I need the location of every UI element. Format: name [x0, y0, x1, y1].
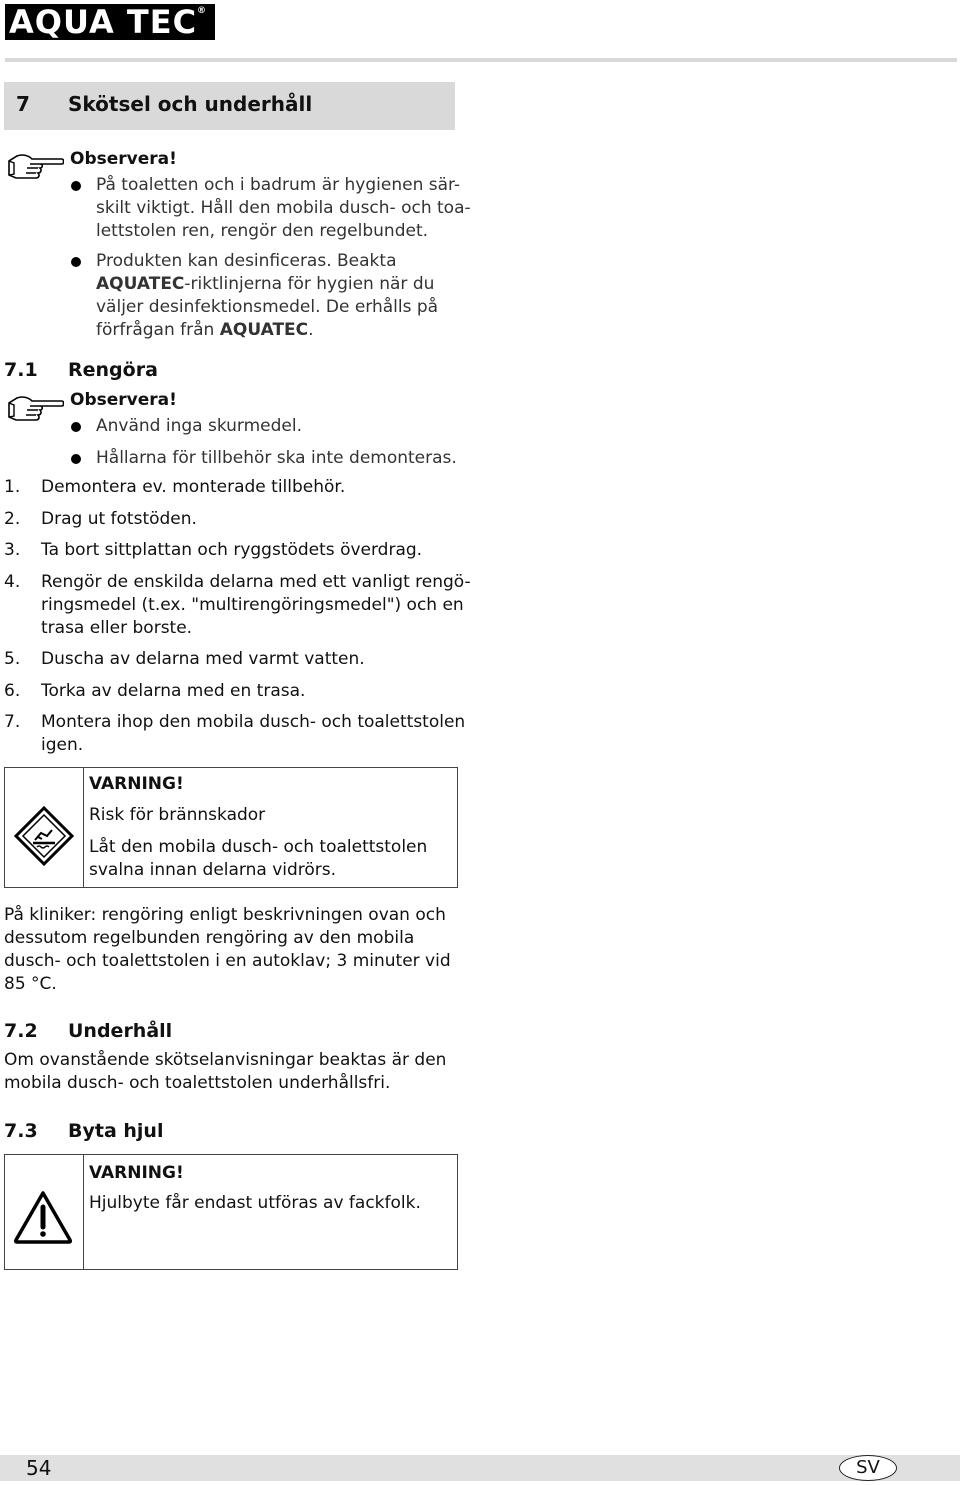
step-number: 1.: [4, 477, 21, 497]
note-bullet-line: lettstolen ren, rengör den regelbundet.: [96, 221, 429, 241]
logo-registered-mark: ®: [197, 6, 208, 16]
bullet-dot: [71, 181, 81, 191]
warning-box-divider: [83, 1155, 84, 1269]
paragraph-line: dusch- och toalettstolen i en autoklav; 3 minuter vid: [4, 951, 451, 971]
page-number: 54: [26, 1456, 52, 1480]
warning-box-wheel: [4, 1154, 458, 1270]
step-text: ringsmedel (t.ex. "multirengöringsmedel") och en: [41, 595, 464, 615]
step-text: Montera ihop den mobila dusch- och toalettstolen: [41, 712, 466, 732]
note-bullet-line: Produkten kan desinficeras. Beakta: [96, 251, 397, 271]
bullet-dot: [71, 454, 81, 464]
step-text: Torka av delarna med en trasa.: [41, 681, 306, 701]
step-text: Drag ut fotstöden.: [41, 509, 197, 529]
warning-text: Risk för brännskador: [89, 805, 266, 825]
note-label: Observera!: [70, 149, 177, 169]
header-rule: [5, 58, 957, 62]
step-number: 2.: [4, 509, 21, 529]
subsection-title: Byta hjul: [68, 1120, 164, 1142]
step-text: Demontera ev. monterade tillbehör.: [41, 477, 346, 497]
warning-box-divider: [83, 768, 84, 887]
paragraph-line: Om ovanstående skötselanvisningar beaktas är den: [4, 1050, 447, 1070]
step-number: 7.: [4, 712, 21, 732]
step-text: Rengör de enskilda delarna med ett vanligt rengö-: [41, 572, 471, 592]
step-number: 4.: [4, 572, 21, 592]
pointing-hand-icon: [6, 392, 64, 424]
warning-text: Hjulbyte får endast utföras av fackfolk.: [89, 1193, 421, 1213]
aquatec-logo: [5, 4, 215, 40]
note-bullet-line: väljer desinfektionsmedel. De erhålls på: [96, 297, 439, 317]
section-header: [4, 82, 455, 130]
note-bullet-line: [96, 273, 434, 296]
paragraph-line: 85 °C.: [4, 974, 57, 994]
warning-box-burn: [4, 767, 458, 888]
warning-title: VARNING!: [89, 1163, 184, 1183]
logo-text: AQUA TEC: [9, 3, 198, 41]
subsection-number: 7.3: [4, 1120, 38, 1142]
text-fragment: .: [308, 320, 314, 340]
pointing-hand-icon: [6, 150, 64, 182]
note-bullet-line: Hållarna för tillbehör ska inte demonteras.: [96, 448, 457, 468]
note-bullet-line: På toaletten och i badrum är hygienen sär-: [96, 175, 461, 195]
text-fragment: förfrågan från: [96, 320, 220, 340]
section-number: 7: [16, 92, 30, 116]
note-bullet-line: Använd inga skurmedel.: [96, 416, 303, 436]
brand-name: AQUATEC: [96, 274, 185, 294]
note-bullet-line: [96, 319, 314, 342]
note-bullet-line: skilt viktigt. Håll den mobila dusch- och toa-: [96, 198, 471, 218]
hot-surface-warning-icon: [14, 806, 74, 866]
section-title: Skötsel och underhåll: [68, 92, 313, 116]
step-text: Ta bort sittplattan och ryggstödets överdrag.: [41, 540, 423, 560]
warning-text: svalna innan delarna vidrörs.: [89, 860, 337, 880]
bullet-dot: [71, 257, 81, 267]
bullet-dot: [71, 422, 81, 432]
step-text: igen.: [41, 735, 84, 755]
step-text: Duscha av delarna med varmt vatten.: [41, 649, 365, 669]
step-number: 6.: [4, 681, 21, 701]
subsection-number: 7.1: [4, 359, 38, 381]
footer-bar: [0, 1455, 960, 1481]
paragraph-line: dessutom regelbunden rengöring av den mobila: [4, 928, 415, 948]
brand-name: AQUATEC: [219, 320, 309, 340]
exclamation-triangle-icon: [13, 1189, 73, 1245]
warning-text: Låt den mobila dusch- och toalettstolen: [89, 837, 428, 857]
step-text: trasa eller borste.: [41, 618, 193, 638]
subsection-title: Rengöra: [68, 359, 158, 381]
step-number: 3.: [4, 540, 21, 560]
note-label: Observera!: [70, 390, 177, 410]
warning-title: VARNING!: [89, 774, 184, 794]
subsection-title: Underhåll: [68, 1020, 173, 1042]
paragraph-line: mobila dusch- och toalettstolen underhållsfri.: [4, 1073, 391, 1093]
subsection-number: 7.2: [4, 1020, 38, 1042]
paragraph-line: På kliniker: rengöring enligt beskrivningen ovan och: [4, 905, 446, 925]
language-badge: SV: [839, 1455, 897, 1481]
step-number: 5.: [4, 649, 21, 669]
text-fragment: -riktlinjerna för hygien när du: [184, 274, 435, 294]
